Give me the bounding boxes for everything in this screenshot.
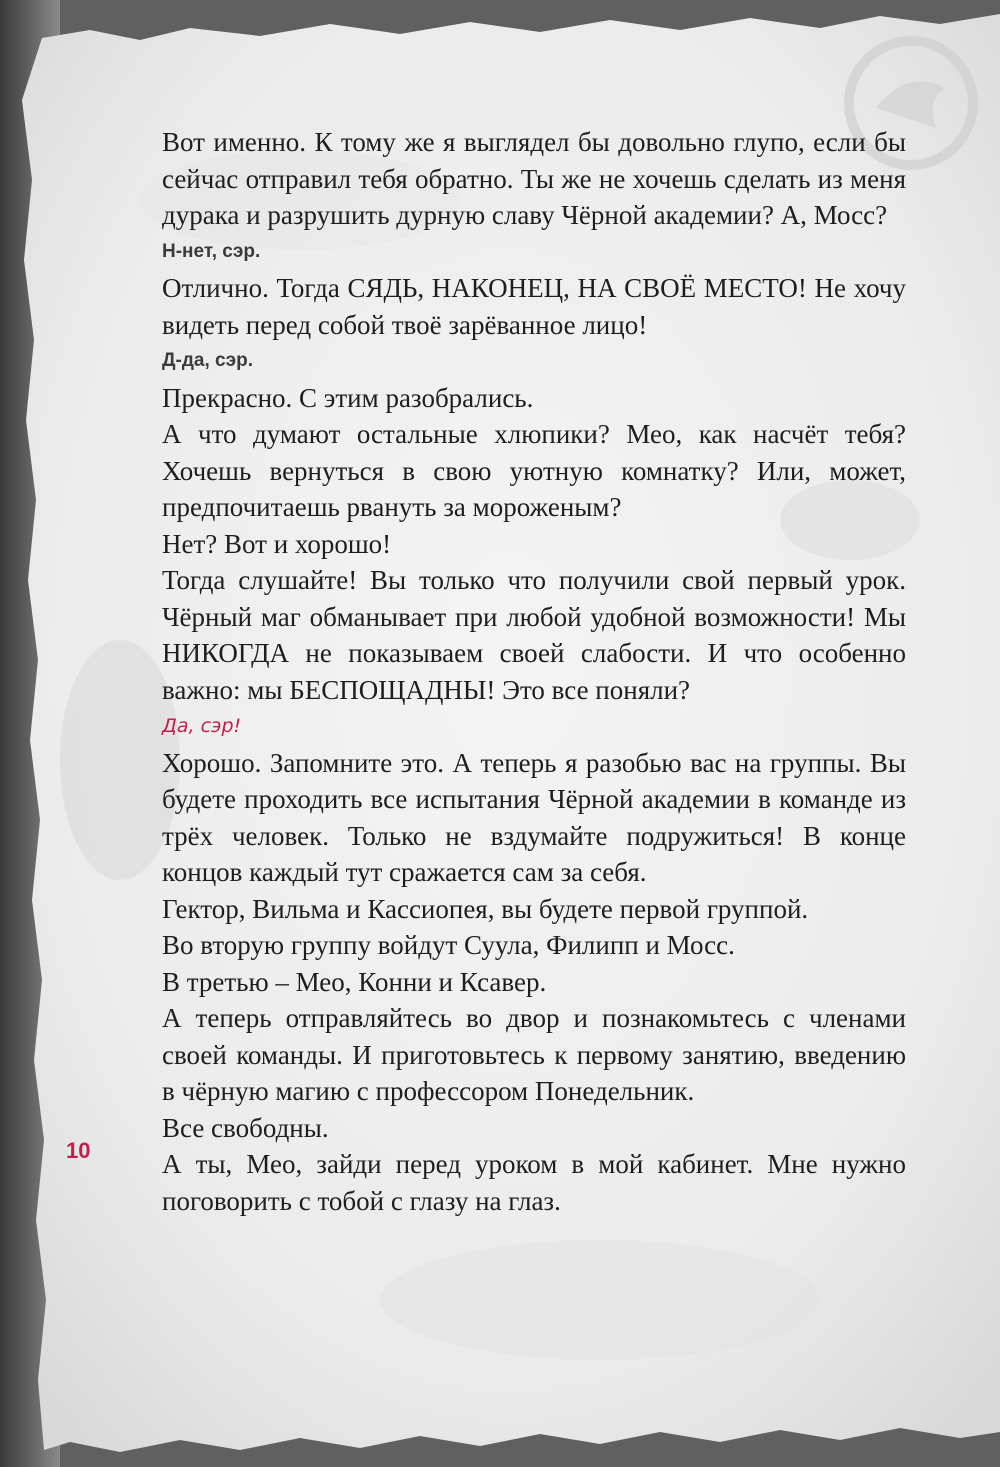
paragraph: Хорошо. Запомните это. А теперь я разобью вас на группы. Вы будете проходить все испытания Чёрной академии в команде из трёх человек. Только не вздумайте подружиться! В конце концов каждый тут сражается сам за себя. [162,747,906,887]
reply-line: Н-нет, сэр. [162,240,261,262]
paragraph: Тогда слушайте! Вы только что получили свой первый урок. Чёрный маг обманывает при любой удобной возможности! Мы НИКОГДА не показываем своей слабости. И что особенно важно: мы БЕСПОЩАДНЫ! Это все поняли? [162,565,906,705]
chorus-reply-line: Да, сэр! [162,715,242,737]
paragraph: Все свободны. [162,1112,329,1143]
page-number: 10 [66,1138,91,1163]
paragraph: Гектор, Вильма и Кассиопея, вы будете первой группой. [162,893,809,924]
paragraph: Нет? Вот и хорошо! [162,528,392,559]
paragraph: А ты, Мео, зайди перед уроком в мой кабинет. Мне нужно поговорить с тобой с глазу на глаз. [162,1149,906,1216]
reply-line: Д-да, сэр. [162,350,253,371]
paragraph: Во вторую группу войдут Суула, Филипп и Мосс. [162,930,735,960]
paragraph: А что думают остальные хлюпики? Мео, как насчёт тебя? Хочешь вернуться в свою уютную комнатку? Или, может, предпочитаешь рвануть за мороженым? [162,419,906,522]
paragraph: В третью – Мео, Конни и Ксавер. [162,966,547,997]
paragraph: Отлично. Тогда СЯДЬ, НАКОНЕЦ, НА СВОЁ МЕСТО! Не хочу видеть перед собой твоё зарёванное лицо! [162,273,906,340]
text-column [162,124,906,1219]
paragraph: А теперь отправляйтесь во двор и познакомьтесь с членами своей команды. И приготовьтесь к первому занятию, введению в чёрную магию с профессором Понедельник. [162,1003,906,1106]
paragraph: Вот именно. К тому же я выглядел бы довольно глупо, если бы сейчас отправил тебя обратно. Ты же не хочешь сделать из меня дурака и разрушить дурную славу Чёрной академии? А, Мосс? [162,127,906,230]
paragraph: Прекрасно. С этим разобрались. [162,382,534,413]
